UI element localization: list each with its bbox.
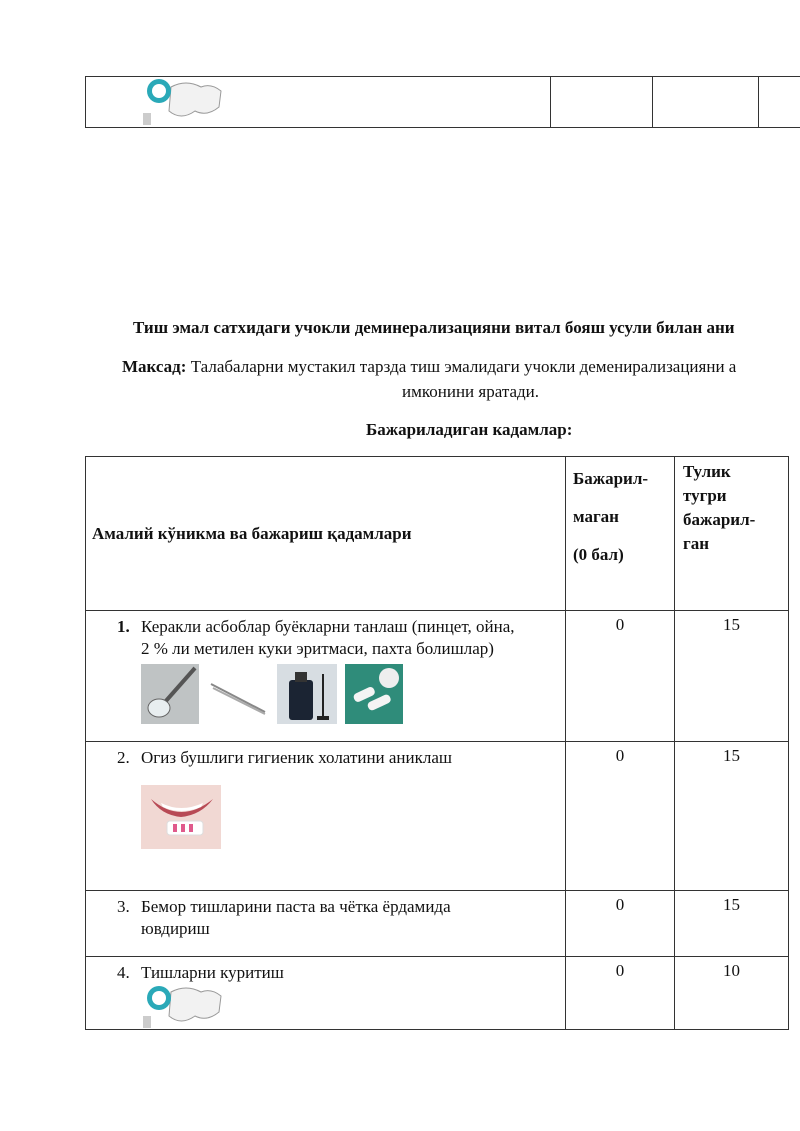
cotton-rolls-image [345, 664, 403, 724]
step-cell: 2. Огиз бушлиги гигиеник холатини аниклаш [86, 742, 566, 891]
col-header-not-done: Бажарил- маган (0 бал) [566, 457, 675, 611]
previous-table-fragment [85, 76, 800, 128]
table-row [86, 742, 789, 891]
not-done-score: 0 [566, 891, 675, 957]
full-score: 15 [675, 611, 789, 742]
table-row [86, 891, 789, 957]
goal-text: Талабаларни мустакил тарзда тиш эмалидаги учокли деменирализацияни а [190, 357, 737, 376]
not-done-score: 0 [566, 742, 675, 891]
goal-text-continued: имконини яратади. [402, 382, 539, 401]
table-row [86, 957, 789, 1030]
step-text: Огиз бушлиги гигиеник холатини аниклаш [141, 748, 453, 767]
tweezers-image [207, 664, 269, 724]
not-done-score: 0 [566, 957, 675, 1030]
document-heading: Тиш эмал сатхидаги учокли деминерализацияни витал бояш усули билан ани [133, 318, 735, 337]
step-cell: 4. Тишларни куритиш [86, 957, 566, 1030]
tools-images [141, 664, 564, 724]
prev-table-cell [653, 77, 759, 128]
teeth-drying-illustration [141, 77, 231, 125]
teeth-drying-illustration [141, 984, 231, 1028]
prev-table-cell [758, 77, 800, 128]
dental-mirror-image [141, 664, 199, 724]
step-text: Тишларни куритиш [141, 963, 284, 982]
smile-toothbrush-image [141, 785, 221, 849]
step-text: Бемор тишларини паста ва чётка ёрдамида ювдириш [141, 897, 451, 938]
col-header-fully-done: Тулик тугри бажарил- ган [675, 457, 789, 611]
table-row [86, 611, 789, 742]
steps-heading: Бажариладиган кадамлар: [366, 420, 573, 439]
prev-table-cell [551, 77, 653, 128]
full-score: 15 [675, 742, 789, 891]
col-header-skill: Амалий кўникма ва бажариш қадамлари [86, 457, 566, 611]
full-score: 10 [675, 957, 789, 1030]
step-cell: 1. Керакли асбоблар буёкларни танлаш (пинцет, ойна, 2 % ли метилен куки эритмаси, пахта болишлар) [86, 611, 566, 742]
prev-table-cell [86, 77, 551, 128]
table-header-row [86, 457, 789, 611]
goal-paragraph [122, 357, 736, 377]
step-cell: 3. Бемор тишларини паста ва чётка ёрдамида ювдириш [86, 891, 566, 957]
full-score: 15 [675, 891, 789, 957]
methylene-blue-bottle-image [277, 664, 337, 724]
goal-label: Максад: [122, 357, 187, 376]
step-text: Керакли асбоблар буёкларни танлаш (пинцет, ойна, 2 % ли метилен куки эритмаси, пахта болишлар) [141, 617, 515, 658]
steps-table [85, 456, 789, 1030]
not-done-score: 0 [566, 611, 675, 742]
